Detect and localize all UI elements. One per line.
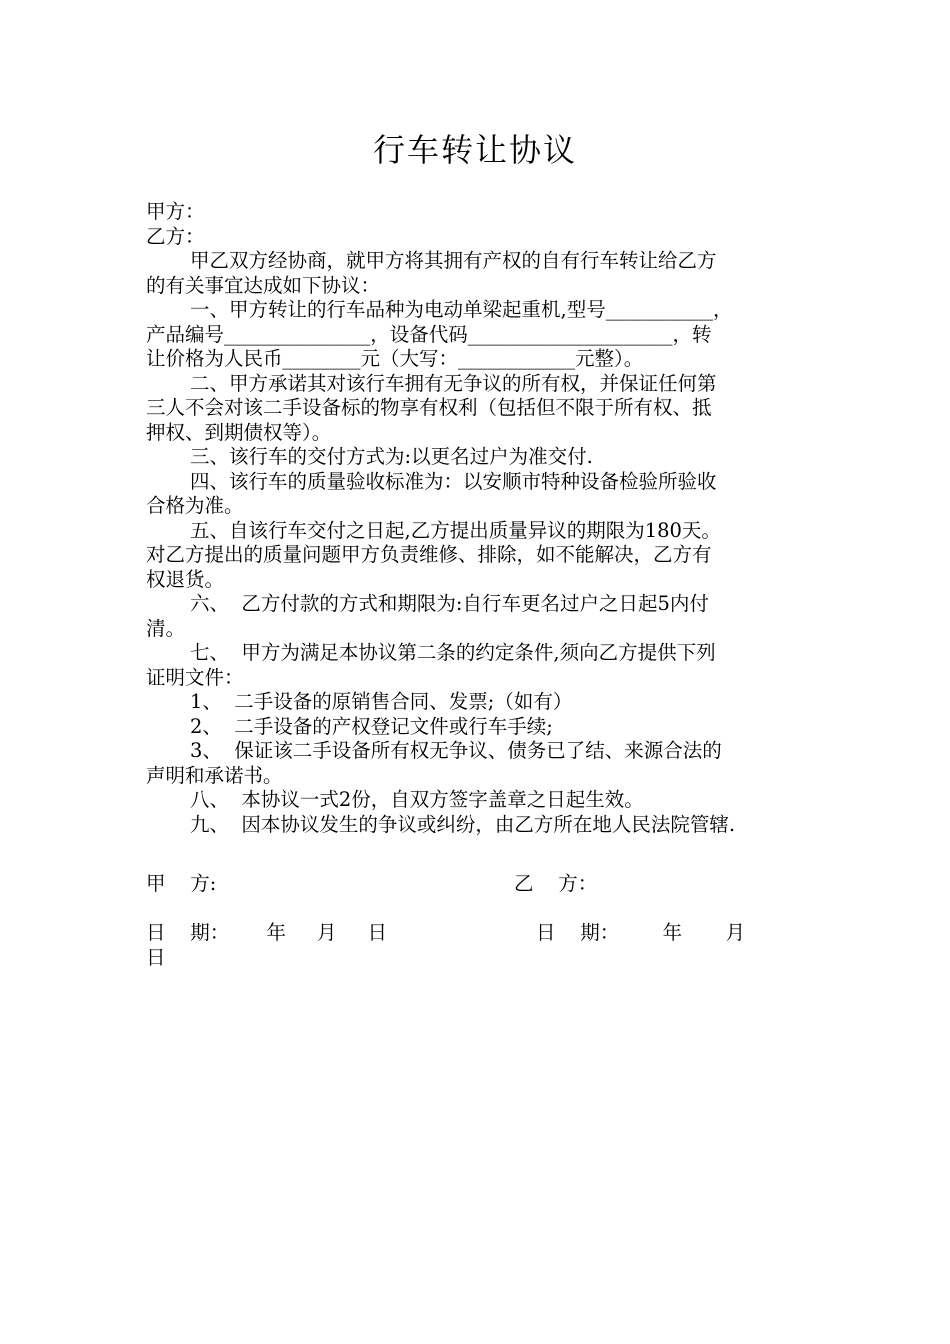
intro-line-2: 的有关事宜达成如下协议：	[146, 273, 381, 297]
document-item-3-line-2: 声明和承诺书。	[146, 763, 283, 787]
clause-6-line-1: 六、 乙方付款的方式和期限为:自行车更名过户之日起5内付	[190, 592, 709, 615]
clause-2-line-1: 二、甲方承诺其对该行车拥有无争议的所有权，并保证任何第	[190, 371, 717, 395]
signature-party-b: 乙 方：	[514, 872, 598, 895]
document-item-2: 2、 二手设备的产权登记文件或行车手续;	[190, 714, 553, 738]
clause-7-line-1: 七、 甲方为满足本协议第二条的约定条件,须向乙方提供下列	[190, 641, 716, 664]
clause-8-line-1: 八、 本协议一式2份，自双方签字盖章之日起生效。	[190, 788, 644, 811]
date-party-b: 日 期： 年 月	[536, 921, 746, 944]
clause-2-line-3: 押权、到期债权等）。	[146, 420, 332, 444]
clause-7-line-2: 证明文件：	[146, 665, 244, 689]
document-body	[146, 200, 806, 837]
document-title: 行车转让协议	[372, 131, 577, 169]
clause-5-line-1: 五、自该行车交付之日起,乙方提出质量异议的期限为180天。	[190, 518, 721, 542]
clause-4-line-1: 四、该行车的质量验收标准为：以安顺市特种设备检验所验收	[190, 469, 717, 493]
signature-party-a: 甲 方:	[146, 872, 217, 895]
clause-9-line-1: 九、 因本协议发生的争议或纠纷，由乙方所在地人民法院管辖.	[190, 812, 736, 836]
party-b-line: 乙方：	[146, 224, 205, 248]
clause-5-line-2: 对乙方提出的质量问题甲方负责维修、排除，如不能解决，乙方有	[146, 543, 712, 566]
date-party-a: 日 期： 年 月 日	[146, 921, 387, 944]
clause-2-line-2: 三人不会对该二手设备标的物享有权利（包括但不限于所有权、抵	[146, 396, 712, 419]
clause-1-line-1: 一、甲方转让的行车品种为电动单梁起重机,型号___________，	[190, 298, 733, 321]
clause-1-line-2: 产品编号_______________，设备代码_____________________，转	[146, 322, 712, 346]
clause-6-line-2: 清。	[146, 616, 186, 640]
document-item-3-line-1: 3、 保证该二手设备所有权无争议、债务已了结、来源合法的	[190, 739, 722, 762]
date-party-b-day: 日	[146, 946, 166, 969]
intro-line-1: 甲乙双方经协商，就甲方将其拥有产权的自有行车转让给乙方	[190, 249, 717, 272]
clause-1-line-3: 让价格为人民币________元（大写：____________元整）。	[146, 347, 644, 370]
clause-3-line-1: 三、该行车的交付方式为:以更名过户为准交付.	[190, 445, 593, 468]
clause-4-line-2: 合格为准。	[146, 494, 244, 517]
party-a-line: 甲方：	[146, 200, 205, 223]
document-item-1: 1、 二手设备的原销售合同、发票;（如有）	[190, 690, 573, 713]
clause-5-line-3: 权退货。	[146, 567, 225, 591]
